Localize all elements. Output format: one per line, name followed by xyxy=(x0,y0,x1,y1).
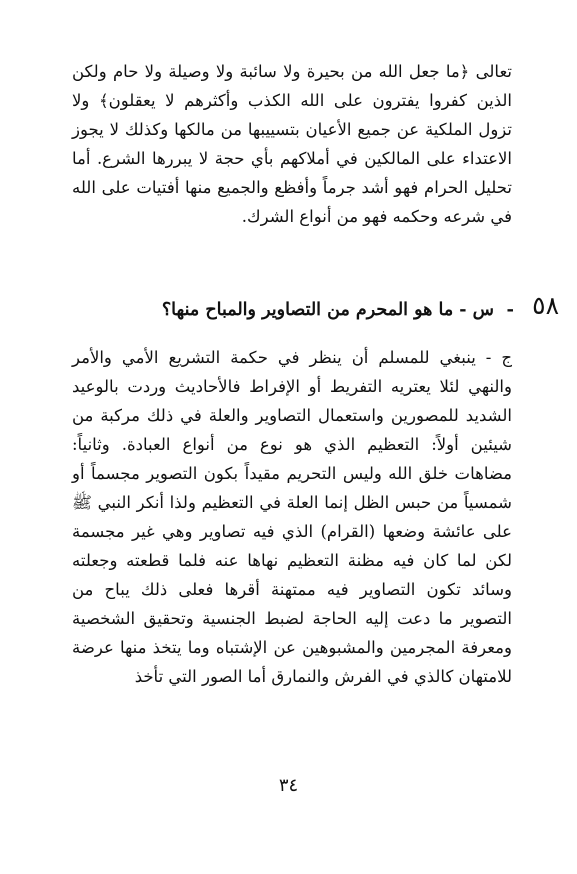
page-number: ٣٤ xyxy=(278,775,299,796)
question-number: ٥٨ xyxy=(532,291,559,320)
answer-paragraph: ج - ينبغي للمسلم أن ينظر في حكمة التشريع الأمي والأمر والنهي لئلا يعتريه التفريط أو الإفراط فالأحاديث وردت بالوعيد الشديد للمصورين واستعمال التصاوير والعلة في ذلك مركبة من شيئين أولاً: التعظيم الذي هو نوع من أنواع العبادة. وثانياً: مضاهات خلق الله وليس التحريم مقيداً بكون التصوير مجسماً أو شمسياً من حبس الظل إنما العلة في التعظيم ولذا أنكر النبي ﷺ على عائشة وضعها (القرام) الذي فيه تصاوير وهي غير مجسمة لكن لما كان فيه مظنة التعظيم نهاها عنه فلما قطعته وجعلته وسائد تكون التصاوير فيه ممتهنة أقرها فعلى ذلك يباح من التصوير ما دعت إليه الحاجة لضبط الجنسية وتحقيق الشخصية ومعرفة المجرمين والمشبوهين عن الإشتباه وما يتخذ منها عرضة للامتهان كالذي في الفرش والنمارق أما الصور التي تأخذ xyxy=(72,348,512,686)
intro-paragraph: تعالى ﴿ما جعل الله من بحيرة ولا سائبة ولا وصيلة ولا حام ولكن الذين كفروا يفترون على الله الكذب وأكثرهم لا يعقلون﴾ ولا تزول الملكية عن جميع الأعيان بتسييبها من مالكها وكذلك لا يجوز الاعتداء على المالكين في أملاكهم بأي حجة لا يبررها الشرع. أما تحليل الحرام فهو أشد جرماً وأفظع والجميع منها أفتيات على الله في شرعه وحكمه فهو من أنواع الشرك. xyxy=(72,62,512,226)
answer-paragraph-block xyxy=(72,343,512,691)
intro-paragraph-block xyxy=(72,57,512,231)
question-dash: - xyxy=(506,299,514,320)
question-heading: س - ما هو المحرم من التصاوير والمباح منها؟ xyxy=(161,300,494,320)
question-row xyxy=(72,293,559,327)
